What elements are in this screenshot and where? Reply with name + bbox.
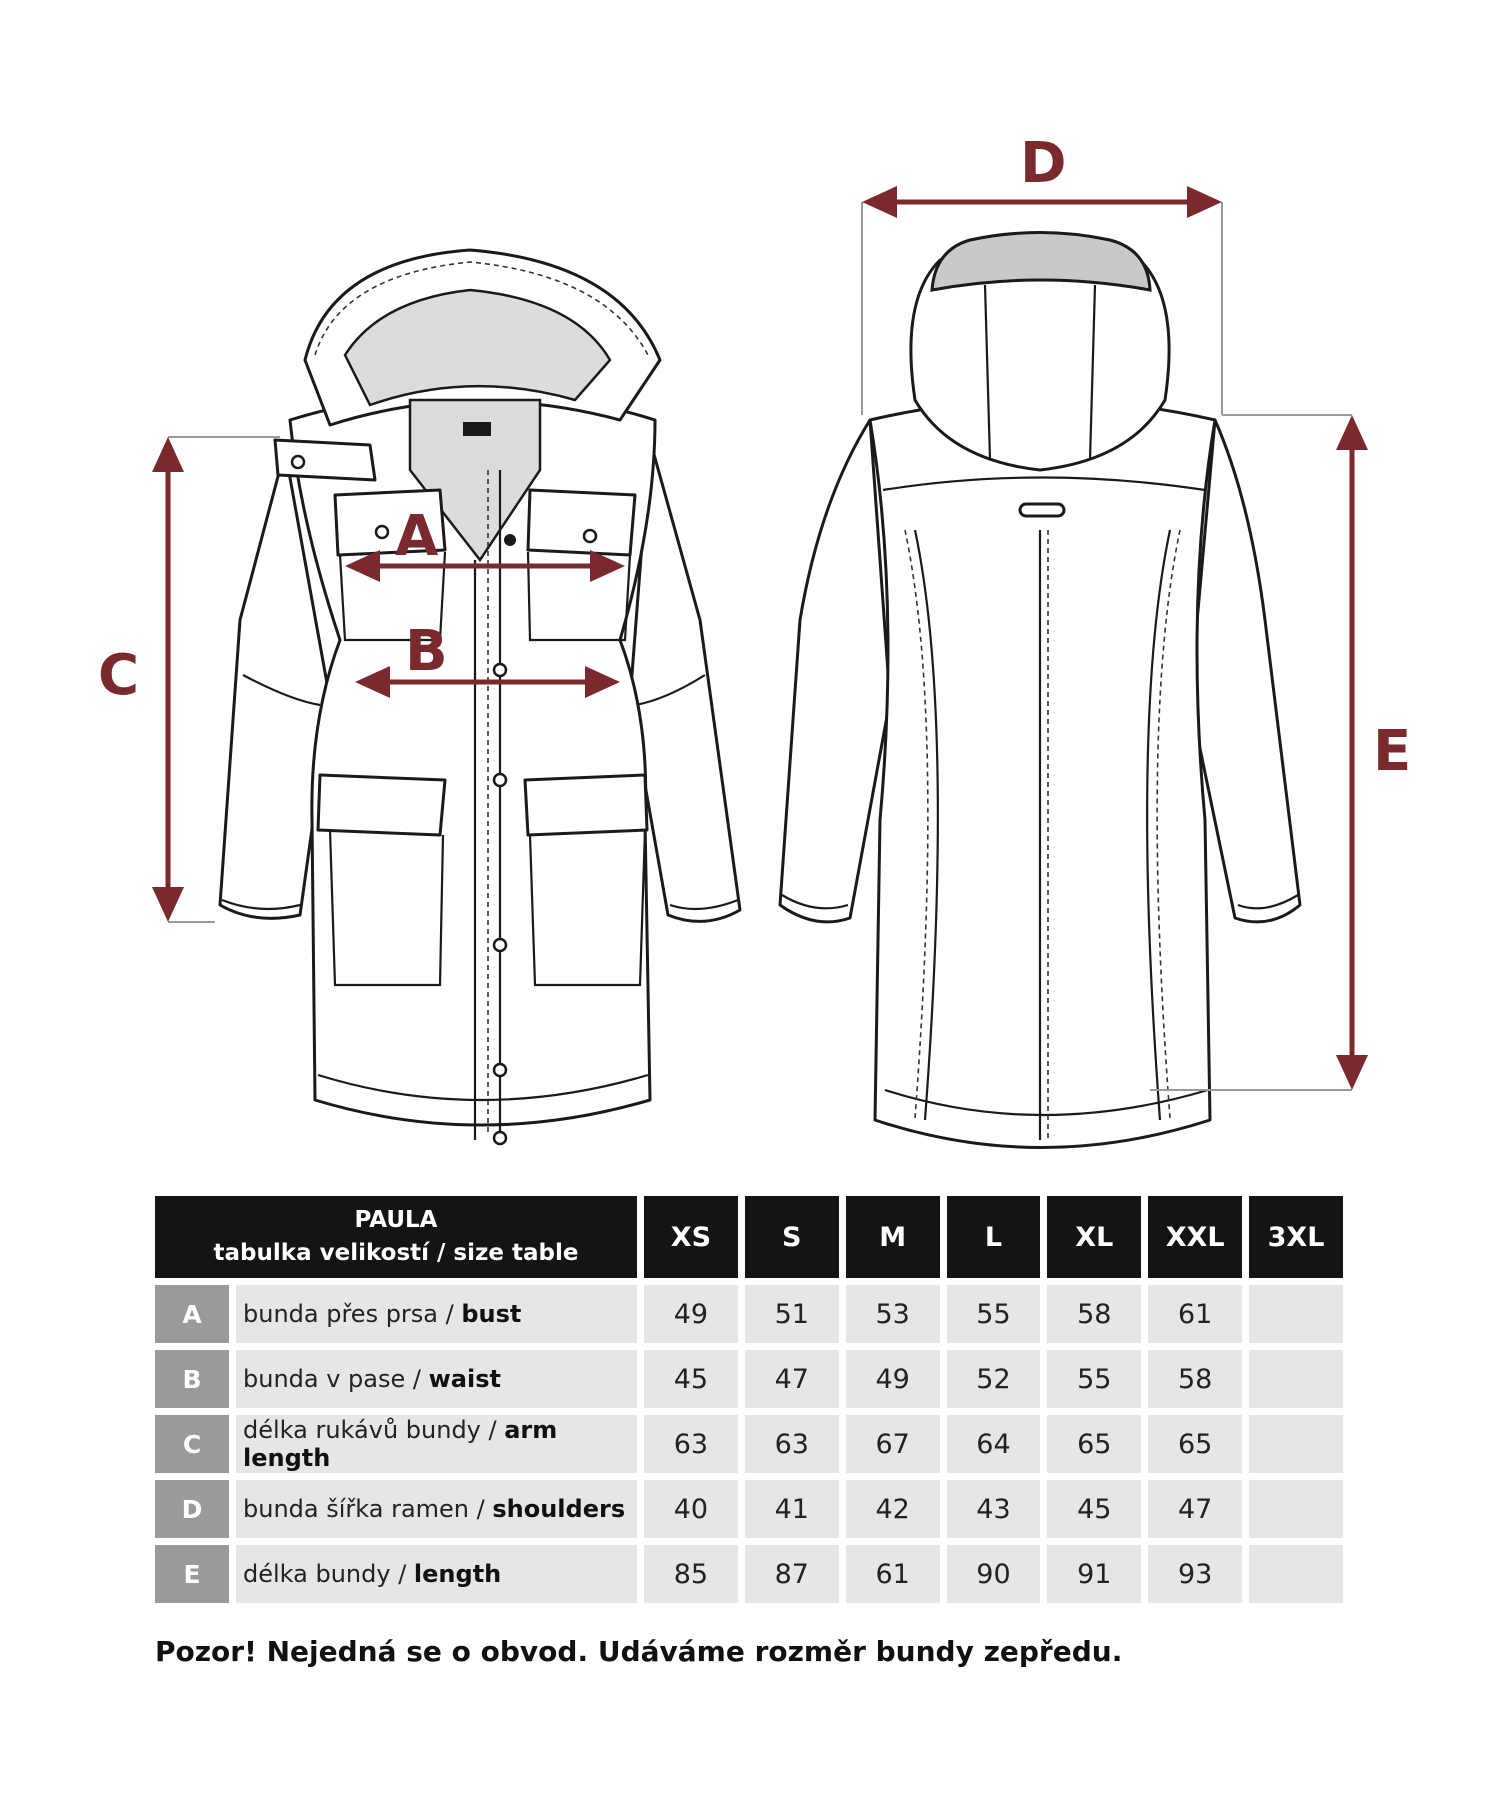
size-header: M (846, 1196, 940, 1278)
size-value-cell: 40 (644, 1480, 738, 1538)
size-table-header-row (155, 1196, 1343, 1278)
measure-code: B (155, 1350, 229, 1408)
size-value-cell: 93 (1148, 1545, 1242, 1603)
size-header: L (947, 1196, 1041, 1278)
size-value-cell: 61 (1148, 1285, 1242, 1343)
size-value-cell: 51 (745, 1285, 839, 1343)
size-value-cell: 52 (947, 1350, 1041, 1408)
measure-label (236, 1285, 637, 1343)
label-d: D (1020, 131, 1067, 196)
size-header: XL (1047, 1196, 1141, 1278)
measure-code: C (155, 1415, 229, 1473)
table-row (155, 1480, 1343, 1538)
size-value-cell: 49 (846, 1350, 940, 1408)
size-value-cell: 43 (947, 1480, 1041, 1538)
size-value-cell: 45 (1047, 1480, 1141, 1538)
size-value-cell: 90 (947, 1545, 1041, 1603)
size-value-cell: 47 (745, 1350, 839, 1408)
measure-label-cz: bunda šířka ramen / (243, 1495, 493, 1523)
size-value-cell: 91 (1047, 1545, 1141, 1603)
measure-label-cz: bunda přes prsa / (243, 1300, 462, 1328)
size-value-cell: 58 (1047, 1285, 1141, 1343)
measure-label-en: length (413, 1560, 502, 1588)
size-table-subtitle: tabulka velikostí / size table (213, 1240, 579, 1266)
label-c: C (98, 643, 140, 708)
size-table (148, 1189, 1350, 1610)
measure-label-cz: bunda v pase / (243, 1365, 429, 1393)
size-value-cell (1249, 1285, 1343, 1343)
size-value-cell: 58 (1148, 1350, 1242, 1408)
measure-label (236, 1480, 637, 1538)
measure-code: E (155, 1545, 229, 1603)
label-b: B (405, 619, 448, 684)
measure-label-en: arm length (243, 1416, 558, 1472)
table-row (155, 1415, 1343, 1473)
size-header: 3XL (1249, 1196, 1343, 1278)
product-name: PAULA (354, 1207, 438, 1233)
size-value-cell: 65 (1047, 1415, 1141, 1473)
size-value-cell: 55 (1047, 1350, 1141, 1408)
size-value-cell: 85 (644, 1545, 738, 1603)
measure-label-cz: délka rukávů bundy / (243, 1416, 505, 1444)
measure-label (236, 1350, 637, 1408)
measure-code: A (155, 1285, 229, 1343)
size-value-cell: 61 (846, 1545, 940, 1603)
size-value-cell: 65 (1148, 1415, 1242, 1473)
table-row (155, 1545, 1343, 1603)
size-value-cell: 64 (947, 1415, 1041, 1473)
measurement-note: Pozor! Nejedná se o obvod. Udáváme rozměr bundy zepředu. (155, 1635, 1123, 1668)
size-value-cell: 53 (846, 1285, 940, 1343)
measure-label-en: waist (428, 1365, 501, 1393)
size-value-cell (1249, 1480, 1343, 1538)
size-value-cell: 87 (745, 1545, 839, 1603)
label-e: E (1373, 719, 1412, 784)
table-row (155, 1285, 1343, 1343)
size-value-cell: 67 (846, 1415, 940, 1473)
measure-label-en: bust (461, 1300, 522, 1328)
size-value-cell (1249, 1545, 1343, 1603)
table-row (155, 1350, 1343, 1408)
size-value-cell: 63 (745, 1415, 839, 1473)
measure-label-cz: délka bundy / (243, 1560, 414, 1588)
measure-code: D (155, 1480, 229, 1538)
measure-label (236, 1415, 637, 1473)
size-value-cell: 55 (947, 1285, 1041, 1343)
measure-label (236, 1545, 637, 1603)
measure-label-en: shoulders (492, 1495, 626, 1523)
size-header: S (745, 1196, 839, 1278)
size-value-cell: 49 (644, 1285, 738, 1343)
size-value-cell: 45 (644, 1350, 738, 1408)
size-value-cell: 42 (846, 1480, 940, 1538)
size-table-title (155, 1196, 637, 1278)
label-a: A (395, 504, 439, 569)
size-value-cell (1249, 1415, 1343, 1473)
size-value-cell: 63 (644, 1415, 738, 1473)
size-value-cell (1249, 1350, 1343, 1408)
size-header: XS (644, 1196, 738, 1278)
size-value-cell: 41 (745, 1480, 839, 1538)
jacket-front-view (220, 250, 740, 1144)
size-header: XXL (1148, 1196, 1242, 1278)
size-value-cell: 47 (1148, 1480, 1242, 1538)
